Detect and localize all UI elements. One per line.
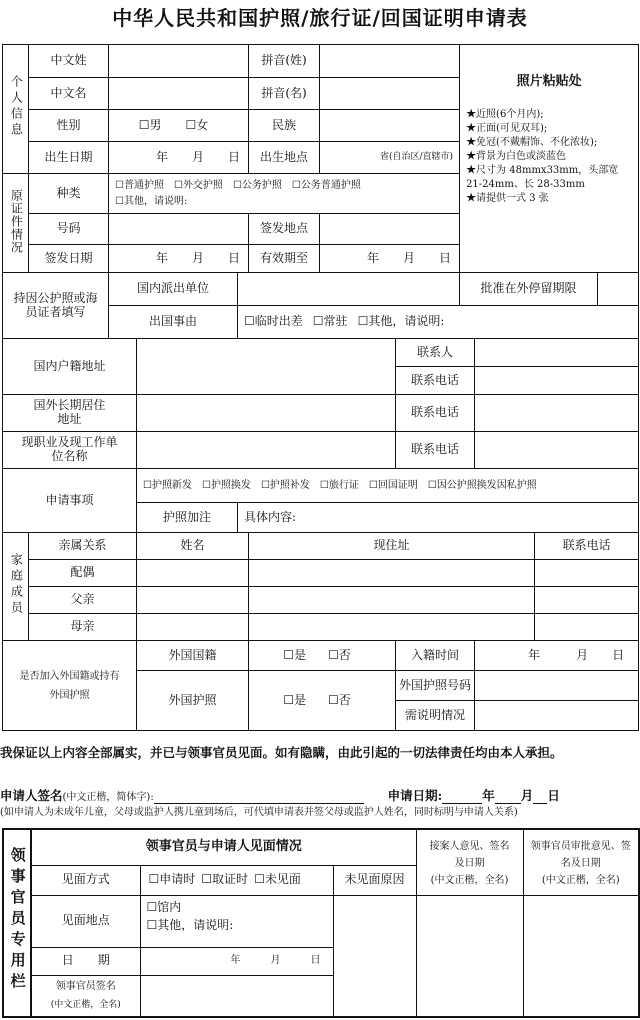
no-meet-reason-label: 未见面原因: [333, 865, 416, 895]
doc-type-options: [109, 174, 460, 214]
ethnicity-label: 民族: [249, 110, 320, 142]
explain-label: 需说明情况: [396, 701, 475, 731]
foreign-passport-label: 外国护照: [137, 671, 249, 731]
doc-number-label: 号码: [29, 214, 109, 245]
ethnicity-field[interactable]: [320, 110, 460, 142]
foreign-label: 是否加入外国籍或持有外国护照: [3, 641, 137, 731]
father-name-field[interactable]: [137, 587, 249, 614]
form-title: 中华人民共和国护照/旅行证/回国证明申请表: [112, 6, 528, 30]
approver-field[interactable]: [523, 895, 639, 1017]
photo-title: 照片粘贴处: [516, 74, 582, 89]
given-name-label: 中文名: [29, 78, 109, 110]
officer-signature-label: [31, 975, 140, 1017]
abroad-address-label: 国外长期居住地址: [3, 395, 137, 432]
family-section-label: 家庭成员: [3, 533, 29, 641]
consular-section-label: 领事官员专用栏: [3, 829, 31, 1017]
mother-address-field[interactable]: [249, 614, 535, 641]
meeting-place-label: 见面地点: [31, 895, 140, 947]
month-unit: 月: [520, 788, 534, 803]
orig-doc-section-label: 原证件情况: [3, 174, 29, 273]
application-options: [137, 469, 639, 503]
surname-field[interactable]: [109, 45, 249, 78]
receiver-title: 接案人意见、签名及日期: [429, 841, 510, 869]
signature-label: 申请人签名: [0, 788, 63, 803]
foreign-passport-no-field[interactable]: [475, 671, 639, 701]
birthplace-label: 出生地点: [249, 142, 320, 174]
foreign-passport-no[interactable]: ☐ 否: [328, 694, 351, 708]
work-unit-label: 现职业及现工作单位名称: [3, 432, 137, 469]
no-meet-reason-field[interactable]: [333, 895, 416, 1017]
pinyin-surname-label: 拼音(姓): [249, 45, 320, 78]
domestic-address-field[interactable]: [137, 339, 396, 395]
pinyin-given-label: 拼音(名): [249, 78, 320, 110]
address-header: 现住址: [249, 533, 535, 560]
approver-title: 领事官员审批意见、签名及日期: [530, 841, 631, 869]
phone-header: 联系电话: [535, 533, 639, 560]
foreign-nationality-options: [249, 641, 396, 671]
doc-type-service[interactable]: ☐ 公务护照: [233, 178, 282, 194]
method-at-application[interactable]: ☐ 申请时: [149, 873, 196, 887]
declaration: 我保证以上内容全部属实，并已与领事官员见面。如有隐瞒，由此引起的一切法律责任均由本人承担。: [0, 745, 563, 760]
naturalized-time-field[interactable]: 年 月 日: [475, 641, 639, 671]
signature-hint: (中文正楷，简体字):: [62, 792, 154, 803]
method-at-collection[interactable]: ☐ 取证时: [201, 873, 248, 887]
method-not-met[interactable]: ☐ 未见面: [254, 873, 301, 887]
issue-place-label: 签发地点: [249, 214, 320, 245]
travel-reason-options: [238, 306, 639, 339]
spouse-name-field[interactable]: [137, 560, 249, 587]
reason-business-trip[interactable]: ☐ 临时出差: [244, 315, 303, 329]
name-header: 姓名: [137, 533, 249, 560]
meeting-date-label: 日 期: [31, 947, 140, 975]
police-unit-field[interactable]: [238, 273, 460, 306]
family-row-mother: 母亲: [29, 614, 137, 641]
police-unit-label: 国内派出单位: [109, 273, 238, 306]
expiry-field[interactable]: 年 月 日: [320, 245, 460, 273]
female-checkbox[interactable]: ☐ 女: [186, 119, 209, 133]
foreign-passport-options: [249, 671, 396, 731]
meeting-method-options: [140, 865, 333, 895]
application-form: [2, 44, 639, 731]
contact-person-field[interactable]: [475, 339, 639, 367]
application-date-label: 申请日期:: [387, 788, 443, 803]
family-row-spouse: 配偶: [29, 560, 137, 587]
approved-stay-label: 批准在外停留期限: [460, 273, 598, 306]
travel-reason-label: 出国事由: [109, 306, 238, 339]
doc-type-other[interactable]: ☐ 其他，请说明:: [115, 194, 187, 210]
receiver-field[interactable]: [416, 895, 523, 1017]
surname-label: 中文姓: [29, 45, 109, 78]
father-phone-field[interactable]: [535, 587, 639, 614]
consular-use-table: [2, 828, 640, 1018]
app-official-to-private[interactable]: ☐ 因公护照换发因私护照: [428, 480, 537, 492]
officer-signature-title: 领事官员签名: [55, 980, 116, 992]
mother-name-field[interactable]: [137, 614, 249, 641]
doc-type-ordinary[interactable]: ☐ 普通护照: [115, 178, 164, 194]
officer-signature-field[interactable]: [140, 975, 333, 1017]
official-label: 持因公护照或海员证者填写: [3, 273, 109, 339]
foreign-passport-no-label: 外国护照号码: [396, 671, 475, 701]
meeting-method-label: 见面方式: [31, 865, 140, 895]
photo-notes: ★近照(6个月内); ★正面(可见双耳); ★免冠(不戴帽饰、不化浓妆); ★背景为白色或淡蓝色 ★尺寸为 48mmx33mm，头部宽21-24mm、长 28-33mm ★请提供一式 3 张: [466, 108, 619, 204]
receiver-hint: (中文正楷，全名): [430, 875, 509, 886]
approver-header: [523, 829, 639, 895]
given-name-field[interactable]: [109, 78, 249, 110]
spouse-phone-field[interactable]: [535, 560, 639, 587]
pinyin-surname-field[interactable]: [320, 45, 460, 78]
work-phone-label: 联系电话: [396, 432, 475, 469]
endorsement-detail[interactable]: 具体内容:: [238, 503, 639, 533]
abroad-phone-field[interactable]: [475, 395, 639, 432]
doc-type-public-ordinary[interactable]: ☐ 公务普通护照: [292, 178, 361, 194]
work-unit-field[interactable]: [137, 432, 396, 469]
gender-label: 性别: [29, 110, 109, 142]
foreign-nationality-yes[interactable]: ☐ 是: [283, 649, 306, 663]
day-unit: 日: [547, 788, 560, 803]
officer-signature-hint: (中文正楷，全名): [50, 999, 121, 1010]
spouse-address-field[interactable]: [249, 560, 535, 587]
pinyin-given-field[interactable]: [320, 78, 460, 110]
naturalized-time-label: 入籍时间: [396, 641, 475, 671]
app-new-passport[interactable]: ☐ 护照新发: [143, 480, 192, 492]
relation-header: 亲属关系: [29, 533, 137, 560]
issue-date-field[interactable]: 年 月 日: [109, 245, 249, 273]
application-label: 申请事项: [3, 469, 137, 533]
photo-box[interactable]: [460, 45, 639, 273]
foreign-nationality-label: 外国国籍: [137, 641, 249, 671]
domestic-phone-field[interactable]: [475, 367, 639, 395]
abroad-address-field[interactable]: [137, 395, 396, 432]
explain-field[interactable]: [475, 701, 639, 731]
contact-person-label: 联系人: [396, 339, 475, 367]
doc-type-label: 种类: [29, 174, 109, 214]
birthplace-field[interactable]: 省(自治区/直辖市): [320, 142, 460, 174]
reason-other[interactable]: ☐ 其他，请说明:: [358, 315, 445, 329]
work-phone-field[interactable]: [475, 432, 639, 469]
approved-stay-field[interactable]: [598, 273, 639, 306]
abroad-phone-label: 联系电话: [396, 395, 475, 432]
app-reissue-passport[interactable]: ☐ 护照补发: [261, 480, 310, 492]
dob-label: 出生日期: [29, 142, 109, 174]
endorsement-label: 护照加注: [137, 503, 238, 533]
family-row-father: 父亲: [29, 587, 137, 614]
minor-applicant-note: (如申请人为未成年儿童，父母或监护人携儿童到场后，可代填申请表并签父母或监护人姓名，同时标明与申请人关系): [0, 807, 518, 818]
receiver-header: [416, 829, 523, 895]
approver-hint: (中文正楷，全名): [541, 875, 620, 886]
meeting-place-options: [140, 895, 333, 947]
doc-type-diplomatic[interactable]: ☐ 外交护照: [174, 178, 223, 194]
foreign-passport-yes[interactable]: ☐ 是: [283, 694, 306, 708]
expiry-label: 有效期至: [249, 245, 320, 273]
place-other[interactable]: ☐ 其他，请说明:: [147, 916, 234, 934]
issue-date-label: 签发日期: [29, 245, 109, 273]
dob-field[interactable]: 年 月 日: [109, 142, 249, 174]
gender-options: [109, 110, 249, 142]
signature-line: [0, 786, 640, 804]
app-return-certificate[interactable]: ☐ 回国证明: [369, 480, 418, 492]
app-renew-passport[interactable]: ☐ 护照换发: [202, 480, 251, 492]
app-travel-permit[interactable]: ☐ 旅行证: [320, 480, 359, 492]
meeting-date-field[interactable]: 年 月 日: [140, 947, 333, 975]
male-checkbox[interactable]: ☐ 男: [139, 119, 162, 133]
foreign-nationality-no[interactable]: ☐ 否: [328, 649, 351, 663]
domestic-address-label: 国内户籍地址: [3, 339, 137, 395]
meeting-title: 领事官员与申请人见面情况: [31, 829, 416, 865]
doc-number-field[interactable]: [109, 214, 249, 245]
personal-section-label: 个人信息: [3, 45, 29, 174]
reason-resident[interactable]: ☐ 常驻: [313, 315, 348, 329]
domestic-phone-label: 联系电话: [396, 367, 475, 395]
father-address-field[interactable]: [249, 587, 535, 614]
issue-place-field[interactable]: [320, 214, 460, 245]
place-in-embassy[interactable]: ☐ 馆内: [147, 898, 182, 916]
mother-phone-field[interactable]: [535, 614, 639, 641]
year-unit: 年: [482, 788, 495, 803]
